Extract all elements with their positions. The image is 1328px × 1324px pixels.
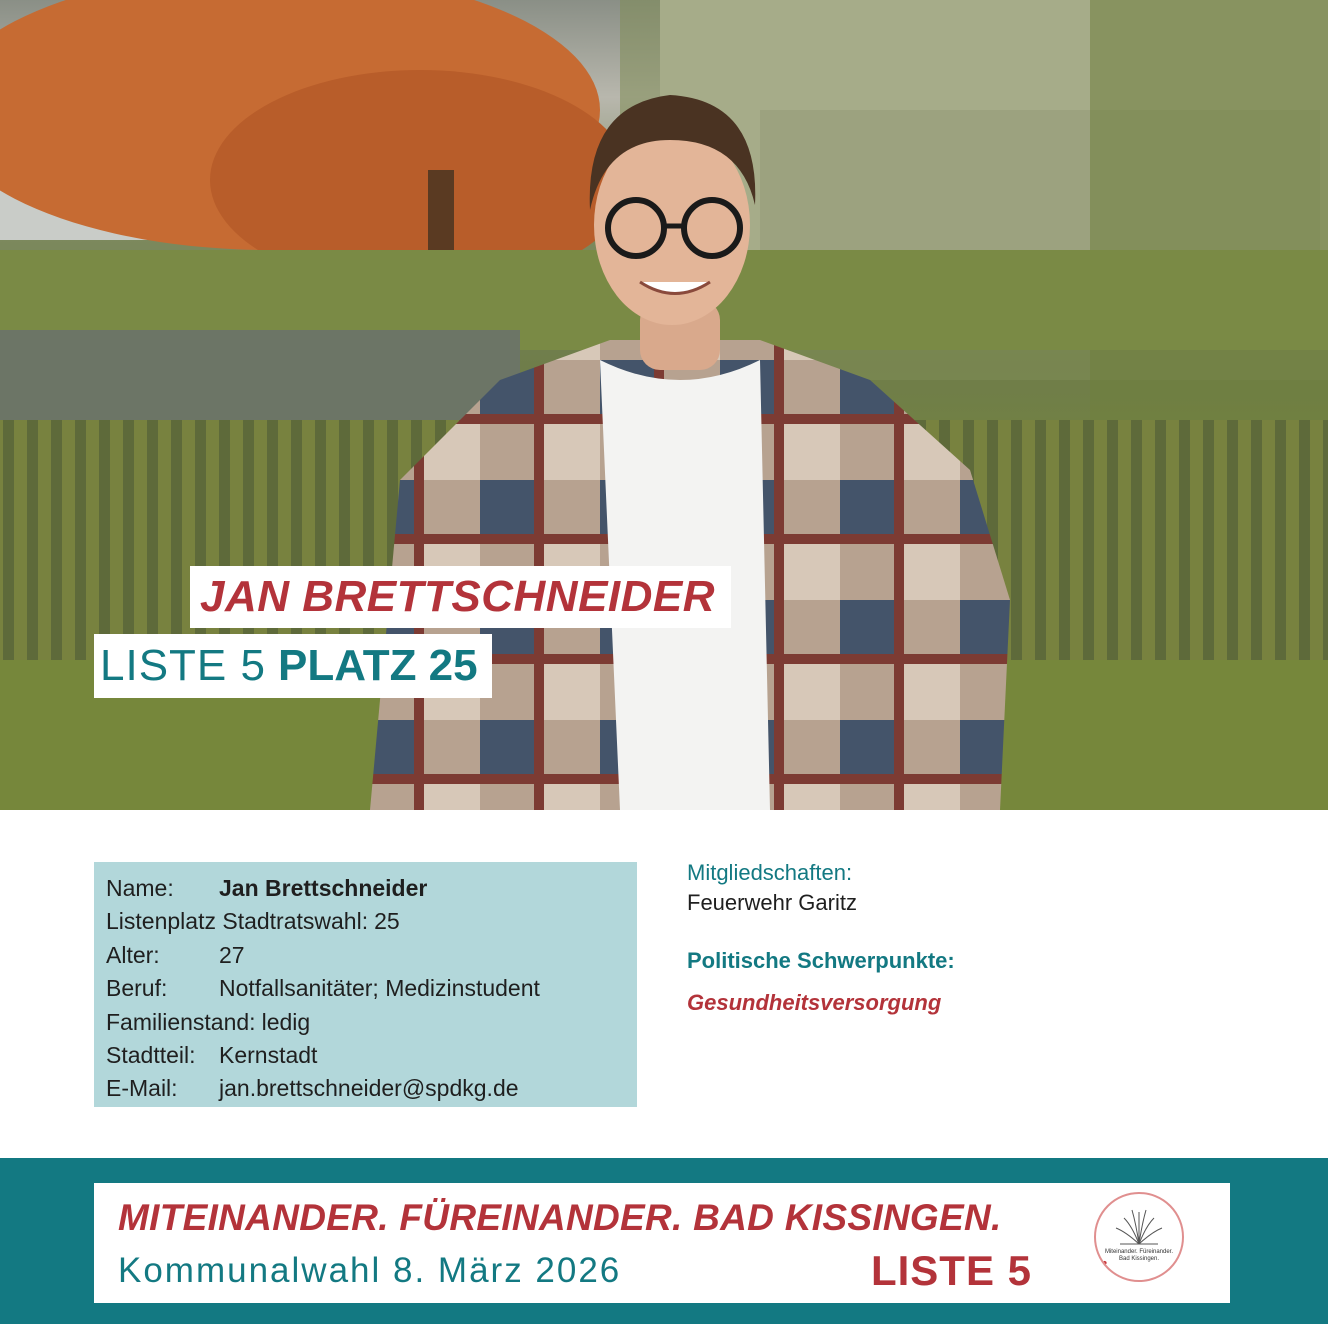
info-row-listenplatz [106, 905, 625, 938]
footer-list-number: LISTE 5 [870, 1247, 1032, 1294]
email-value: jan.brettschneider@spdkg.de [219, 1075, 519, 1102]
beruf-value: Notfallsanitäter; Medizinstudent [219, 975, 540, 1002]
liste-label: LISTE 5 [100, 641, 266, 690]
info-row-familienstand [106, 1006, 625, 1039]
candidate-info-box [94, 862, 637, 1107]
listenplatz-value: 25 [374, 908, 400, 935]
footer-band [0, 1158, 1328, 1324]
familienstand-value: ledig [261, 1008, 311, 1035]
beruf-label: Beruf: [106, 975, 168, 1002]
focus-heading: Politische Schwerpunkte: [687, 948, 955, 973]
listenplatz-label: Listenplatz Stadtratswahl: [106, 908, 369, 935]
logo-line-2: Bad Kissingen. [1118, 1256, 1160, 1262]
stadtteil-value: Kernstadt [219, 1041, 318, 1068]
election-date: Kommunalwahl 8. März 2026 [118, 1251, 622, 1290]
fountain-icon [1096, 1194, 1182, 1280]
info-row-beruf [106, 972, 625, 1005]
stadtteil-label: Stadtteil: [106, 1041, 196, 1068]
candidate-name-title: JAN BRETTSCHNEIDER [200, 572, 716, 621]
membership-value: Feuerwehr Garitz [687, 890, 857, 915]
membership-heading: Mitgliedschaften: [687, 860, 853, 885]
alter-label: Alter: [106, 941, 160, 968]
platz-label: PLATZ 25 [277, 641, 478, 690]
info-row-email [106, 1072, 625, 1105]
campaign-logo [1094, 1192, 1184, 1282]
familienstand-label: Familienstand: [106, 1008, 256, 1035]
info-row-name [106, 872, 625, 905]
email-label: E-Mail: [106, 1075, 178, 1102]
logo-line-1: Miteinander. Füreinander. [1104, 1249, 1174, 1255]
list-position-banner [94, 634, 492, 698]
name-value: Jan Brettschneider [219, 875, 428, 901]
info-row-alter [106, 939, 625, 972]
focus-value: Gesundheitsversorgung [687, 990, 942, 1015]
slogan: MITEINANDER. FÜREINANDER. BAD KISSINGEN. [118, 1197, 1002, 1238]
info-row-stadtteil [106, 1039, 625, 1072]
candidate-name-banner [190, 566, 731, 628]
name-label: Name: [106, 875, 174, 901]
footer-card [94, 1183, 1230, 1303]
right-column [687, 858, 1287, 1018]
heart-icon: ❤ [1098, 1259, 1108, 1271]
alter-value: 27 [219, 941, 245, 968]
logo-caption [1096, 1249, 1182, 1263]
